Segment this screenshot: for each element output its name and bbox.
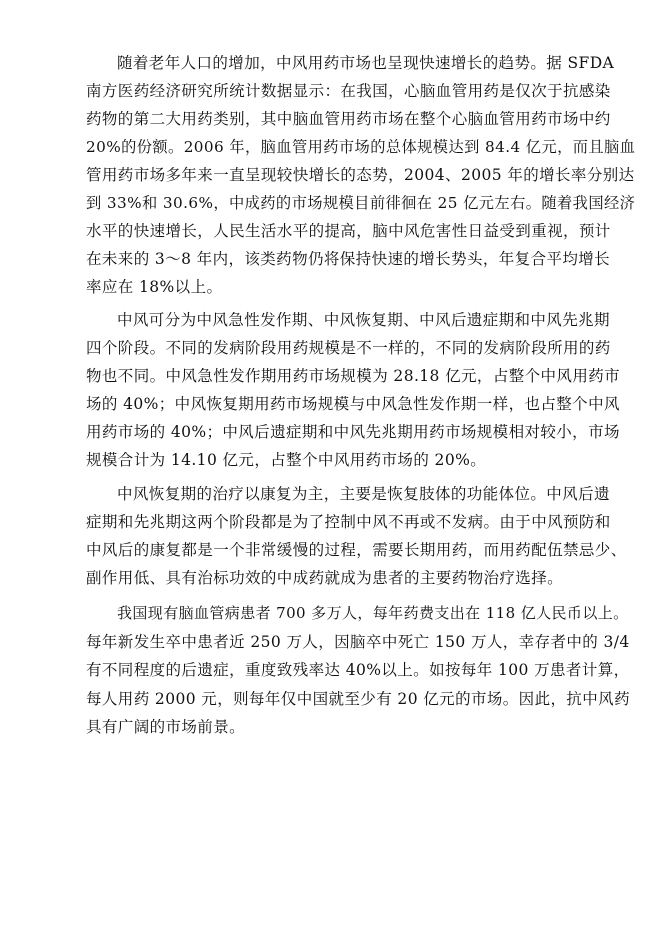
paragraph-1-line-6: 到 33%和 30.6%，中成药的市场规模目前徘徊在 25 亿元左右。随着我国经济 — [86, 194, 636, 212]
paragraph-1-line-7: 水平的快速增长，人民生活水平的提高，脑中风危害性日益受到重视，预计 — [86, 222, 611, 240]
paragraph-2-line-1: 中风可分为中风急性发作期、中风恢复期、中风后遗症期和中风先兆期 — [117, 311, 610, 329]
paragraph-4-line-5: 具有广阔的市场前景。 — [86, 718, 246, 736]
paragraph-3-line-4: 副作用低、具有治标功效的中成药就成为患者的主要药物治疗选择。 — [86, 569, 564, 587]
paragraph-1-line-9: 率应在 18%以上。 — [86, 278, 223, 296]
paragraph-1-line-5: 管用药市场多年来一直呈现较快增长的态势，2004、2005 年的增长率分别达 — [86, 166, 635, 184]
paragraph-1-line-8: 在未来的 3～8 年内，该类药物仍将保持快速的增长势头，年复合平均增长 — [86, 250, 611, 268]
paragraph-2-line-4: 场的 40%；中风恢复期用药市场规模与中风急性发作期一样，也占整个中风 — [86, 395, 620, 413]
paragraph-1-line-1: 随着老年人口的增加，中风用药市场也呈现快速增长的趋势。据 SFDA — [117, 54, 615, 72]
paragraph-2-line-2: 四个阶段。不同的发病阶段用药规模是不一样的，不同的发病阶段所用的药 — [86, 339, 611, 357]
paragraph-3-line-2: 症期和先兆期这两个阶段都是为了控制中风不再或不发病。由于中风预防和 — [86, 513, 611, 531]
paragraph-1-line-4: 20%的份额。2006 年，脑血管用药市场的总体规模达到 84.4 亿元，而且脑血 — [86, 138, 636, 156]
paragraph-4-line-4: 每人用药 2000 元，则每年仅中国就至少有 20 亿元的市场。因此，抗中风药 — [86, 690, 630, 708]
paragraph-2-line-6: 规模合计为 14.10 亿元，占整个中风用药市场的 20%。 — [86, 451, 487, 469]
paragraph-3-line-3: 中风后的康复都是一个非常缓慢的过程，需要长期用药，而用药配伍禁忌少、 — [86, 541, 627, 559]
paragraph-4-line-1: 我国现有脑血管病患者 700 多万人，每年药费支出在 118 亿人民币以上。 — [117, 604, 629, 622]
paragraph-4-line-2: 每年新发生卒中患者近 250 万人，因脑卒中死亡 150 万人，幸存者中的 3/4 — [86, 633, 630, 651]
paragraph-2-line-3: 物也不同。中风急性发作期用药市场规模为 28.18 亿元，占整个中风用药市 — [86, 367, 621, 385]
paragraph-4-line-3: 有不同程度的后遗症，重度致残率达 40%以上。如按每年 100 万患者计算， — [86, 661, 630, 679]
paragraph-2-line-5: 用药市场的 40%；中风后遗症期和中风先兆期用药市场规模相对较小，市场 — [86, 423, 620, 441]
paragraph-3-line-1: 中风恢复期的治疗以康复为主，主要是恢复肢体的功能体位。中风后遗 — [117, 485, 610, 503]
paragraph-1-line-3: 药物的第二大用药类别，其中脑血管用药市场在整个心脑血管用药市场中约 — [86, 110, 611, 128]
paragraph-1-line-2: 南方医药经济研究所统计数据显示：在我国，心脑血管用药是仅次于抗感染 — [86, 82, 611, 100]
